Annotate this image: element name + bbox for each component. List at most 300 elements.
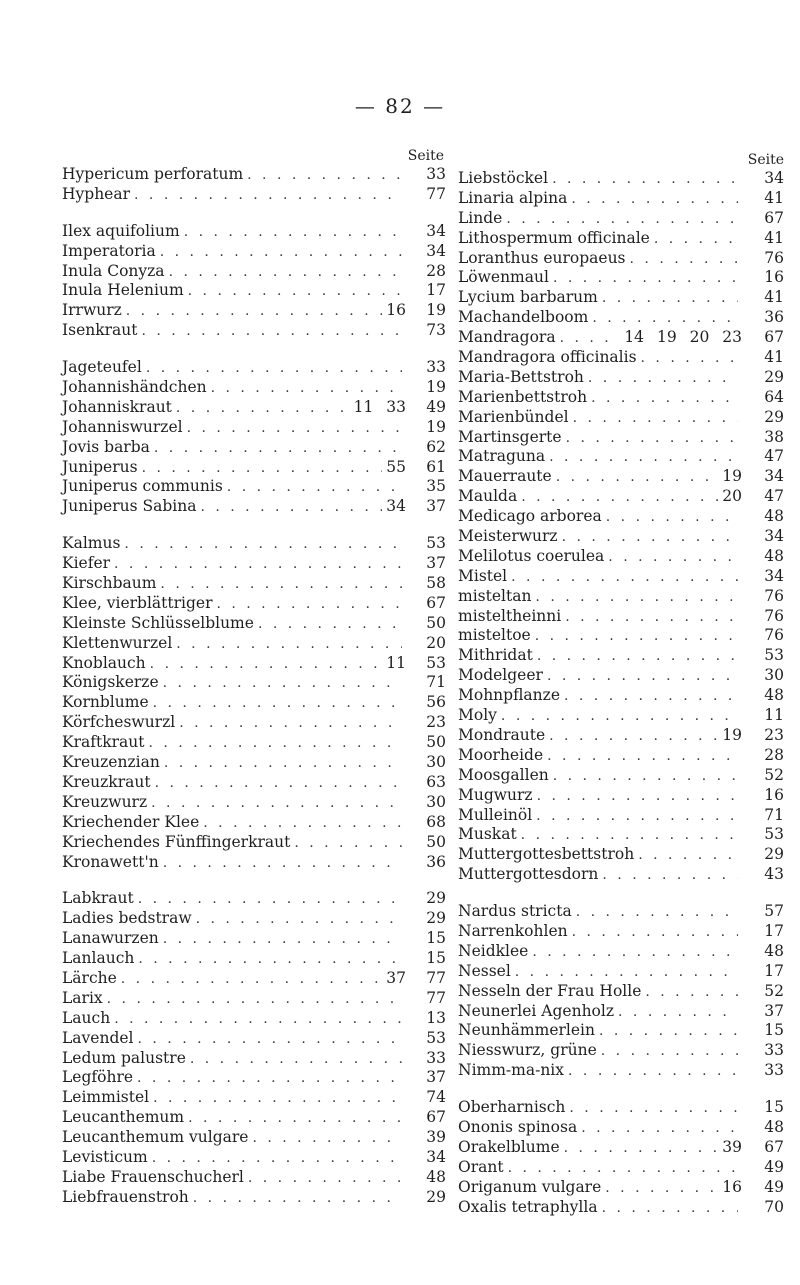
- entry-term: Kreuzkraut: [62, 772, 151, 791]
- dot-leader: [591, 389, 738, 409]
- index-entry: [62, 418, 446, 438]
- dot-leader: [138, 890, 402, 910]
- dot-leader: [252, 1129, 402, 1149]
- entry-page: 19: [426, 378, 446, 397]
- index-entry: [62, 753, 446, 773]
- entry-page: 41: [764, 228, 784, 247]
- entry-term: misteltheinni: [458, 606, 562, 625]
- index-entry: [458, 229, 784, 249]
- entry-page: 56: [426, 693, 446, 712]
- entry-term: Knoblauch: [62, 653, 146, 672]
- index-group: [62, 358, 446, 517]
- dot-leader: [179, 714, 402, 734]
- entry-page: 53: [764, 646, 784, 665]
- entry-term: Körfcheswurzl: [62, 713, 176, 732]
- entry-term: Lycium barbarum: [458, 288, 598, 307]
- entry-term: Labkraut: [62, 889, 134, 908]
- entry-term: Lithospermum officinale: [458, 228, 650, 247]
- dot-leader: [599, 1022, 738, 1042]
- entry-page: 34: [426, 221, 446, 240]
- index-entry: [62, 833, 446, 853]
- index-entry: [458, 487, 784, 507]
- entry-term: Nimm-ma-nix: [458, 1061, 565, 1080]
- entry-term: Oxalis tetraphylla: [458, 1197, 598, 1216]
- entry-extra-pages: 37: [386, 968, 406, 987]
- entry-term: Inula Helenium: [62, 281, 184, 300]
- dot-leader: [148, 734, 402, 754]
- index-list-right: [458, 169, 784, 1217]
- entry-term: Lanlauch: [62, 949, 135, 968]
- entry-term: Löwenmaul: [458, 268, 549, 287]
- entry-page: 53: [426, 1028, 446, 1047]
- entry-page: 16: [764, 785, 784, 804]
- entry-term: Neidklee: [458, 941, 529, 960]
- entry-term: Kreuzwurz: [62, 792, 148, 811]
- entry-page: 76: [764, 626, 784, 645]
- entry-page: 50: [426, 613, 446, 632]
- entry-term: Lärche: [62, 968, 117, 987]
- dot-leader: [552, 170, 738, 190]
- page-number: — 82 —: [354, 94, 446, 118]
- entry-page: 28: [426, 261, 446, 280]
- index-entry: [62, 853, 446, 873]
- entry-term: Marienbettstroh: [458, 387, 588, 406]
- dot-leader: [565, 608, 738, 628]
- entry-term: Moly: [458, 706, 497, 725]
- entry-term: Narrenkohlen: [458, 921, 568, 940]
- entry-page: 41: [764, 288, 784, 307]
- entry-page: 33: [426, 358, 446, 377]
- entry-page: 76: [764, 606, 784, 625]
- index-entry: [458, 1138, 784, 1158]
- dot-leader: [134, 186, 402, 206]
- entry-page: 48: [426, 1167, 446, 1186]
- entry-term: Ilex aquifolium: [62, 221, 180, 240]
- entry-term: Loranthus europaeus: [458, 248, 626, 267]
- index-group: [458, 169, 784, 885]
- entry-term: Orakelblume: [458, 1137, 560, 1156]
- index-entry: [458, 942, 784, 962]
- dot-leader: [258, 615, 402, 635]
- index-entry: [458, 328, 784, 348]
- index-entry: [62, 1068, 446, 1088]
- entry-page: 50: [426, 832, 446, 851]
- dot-leader: [142, 322, 403, 342]
- entry-extra-pages: 11: [386, 653, 406, 672]
- entry-page: 67: [426, 1108, 446, 1127]
- dot-leader: [638, 846, 738, 866]
- entry-page: 28: [764, 745, 784, 764]
- dot-leader: [294, 834, 402, 854]
- dot-leader: [200, 498, 382, 518]
- index-entry: [458, 786, 784, 806]
- entry-term: Larix: [62, 988, 103, 1007]
- dot-leader: [138, 1030, 403, 1050]
- entry-page: 30: [426, 753, 446, 772]
- index-entry: [62, 281, 446, 301]
- entry-term: Niesswurz, grüne: [458, 1041, 597, 1060]
- entry-term: Ladies bedstraw: [62, 909, 192, 928]
- index-entry: [62, 1049, 446, 1069]
- entry-page: 29: [764, 845, 784, 864]
- dot-leader: [556, 468, 719, 488]
- entry-term: Kalmus: [62, 534, 121, 553]
- index-entry: [458, 646, 784, 666]
- entry-page: 76: [764, 248, 784, 267]
- dot-leader: [153, 694, 402, 714]
- dot-leader: [150, 655, 383, 675]
- index-entry: [62, 1108, 446, 1128]
- dot-leader: [569, 1099, 738, 1119]
- dot-leader: [566, 429, 738, 449]
- entry-page: 34: [764, 566, 784, 585]
- dot-leader: [188, 1109, 402, 1129]
- dot-leader: [176, 635, 402, 655]
- entry-page: 30: [764, 666, 784, 685]
- entry-page: 41: [764, 188, 784, 207]
- index-entry: [458, 587, 784, 607]
- dot-leader: [602, 1199, 738, 1219]
- entry-term: Johanniswurzel: [62, 417, 183, 436]
- entry-page: 67: [764, 208, 784, 227]
- dot-leader: [248, 1169, 402, 1189]
- entry-page: 53: [426, 534, 446, 553]
- index-entry: [458, 249, 784, 269]
- dot-leader: [608, 548, 738, 568]
- entry-page: 52: [764, 981, 784, 1000]
- entry-term: Mandragora officinalis: [458, 348, 637, 367]
- entry-term: Königskerze: [62, 673, 159, 692]
- entry-term: Kronawett'n: [62, 852, 159, 871]
- dot-leader: [107, 990, 402, 1010]
- entry-term: Martinsgerte: [458, 427, 562, 446]
- entry-page: 47: [764, 447, 784, 466]
- entry-term: Melilotus coerulea: [458, 546, 605, 565]
- index-entry: [458, 447, 784, 467]
- dot-leader: [121, 970, 382, 990]
- entry-term: Kleinste Schlüsselblume: [62, 613, 254, 632]
- dot-leader: [137, 1069, 402, 1089]
- index-entry: [62, 222, 446, 242]
- index-entry: [458, 607, 784, 627]
- index-entry: [458, 766, 784, 786]
- index-entry: [458, 368, 784, 388]
- index-entry: [458, 567, 784, 587]
- index-entry: [458, 507, 784, 527]
- index-entry: [62, 594, 446, 614]
- entry-term: Origanum vulgare: [458, 1177, 602, 1196]
- index-entry: [62, 693, 446, 713]
- index-entry: [458, 845, 784, 865]
- dot-leader: [562, 528, 738, 548]
- index-entry: [458, 348, 784, 368]
- entry-extra-pages: 39: [722, 1137, 742, 1156]
- index-entry: [62, 358, 446, 378]
- index-entry: [458, 1178, 784, 1198]
- dot-leader: [501, 707, 738, 727]
- entry-page: 34: [764, 527, 784, 546]
- index-entry: [62, 438, 446, 458]
- entry-page: 41: [764, 348, 784, 367]
- entry-term: Imperatoria: [62, 241, 156, 260]
- entry-term: Kriechender Klee: [62, 812, 200, 831]
- index-entry: [458, 865, 784, 885]
- seite-header: Seite: [747, 152, 784, 168]
- entry-term: Hypericum perforatum: [62, 165, 244, 183]
- entry-term: Mulleinöl: [458, 805, 533, 824]
- index-entry: [62, 378, 446, 398]
- entry-page: 48: [764, 686, 784, 705]
- dot-leader: [537, 787, 738, 807]
- index-entry: [458, 408, 784, 428]
- entry-term: Legföhre: [62, 1068, 134, 1087]
- dot-leader: [151, 794, 402, 814]
- index-entry: [458, 1158, 784, 1178]
- index-entry: [62, 929, 446, 949]
- index-entry: [458, 467, 784, 487]
- index-entry: [458, 902, 784, 922]
- dot-leader: [535, 627, 738, 647]
- dot-leader: [169, 263, 402, 283]
- entry-term: Lauch: [62, 1008, 111, 1027]
- entry-page: 77: [426, 184, 446, 203]
- entry-page: 57: [764, 902, 784, 921]
- index-list-left: [62, 165, 446, 1208]
- index-entry: [62, 321, 446, 341]
- entry-term: Marienbündel: [458, 407, 569, 426]
- entry-page: 71: [764, 805, 784, 824]
- dot-leader: [227, 478, 402, 498]
- entry-term: Inula Conyza: [62, 261, 165, 280]
- entry-term: Nardus stricta: [458, 902, 572, 921]
- entry-extra-pages: 19: [722, 467, 742, 486]
- entry-page: 53: [764, 825, 784, 844]
- entry-page: 15: [764, 1021, 784, 1040]
- entry-term: Irrwurz: [62, 301, 122, 320]
- entry-page: 76: [764, 586, 784, 605]
- dot-leader: [160, 243, 402, 263]
- entry-term: Kornblume: [62, 693, 149, 712]
- entry-page: 49: [764, 1177, 784, 1196]
- index-entry: [62, 773, 446, 793]
- index-entry: [62, 733, 446, 753]
- entry-page: 15: [426, 949, 446, 968]
- entry-page: 61: [426, 457, 446, 476]
- index-entry: [458, 626, 784, 646]
- entry-page: 17: [426, 281, 446, 300]
- index-entry: [62, 1148, 446, 1168]
- entry-page: 29: [764, 407, 784, 426]
- entry-term: Muttergottesbettstroh: [458, 845, 635, 864]
- entry-page: 67: [764, 1137, 784, 1156]
- index-entry: [458, 922, 784, 942]
- index-entry: [458, 428, 784, 448]
- entry-term: misteltoe: [458, 626, 531, 645]
- entry-term: Maulda: [458, 487, 518, 506]
- entry-term: Mugwurz: [458, 785, 533, 804]
- entry-term: Linaria alpina: [458, 188, 568, 207]
- index-entry: [62, 534, 446, 554]
- entry-term: Isenkraut: [62, 321, 138, 340]
- entry-page: 68: [426, 812, 446, 831]
- entry-term: Johannishändchen: [62, 378, 207, 397]
- entry-term: Mithridat: [458, 646, 533, 665]
- dot-leader: [547, 747, 738, 767]
- index-entry: [458, 1098, 784, 1118]
- entry-page: 33: [764, 1061, 784, 1080]
- dot-leader: [521, 826, 738, 846]
- entry-term: Nesseln der Frau Holle: [458, 981, 642, 1000]
- entry-term: Muttergottesdorn: [458, 865, 599, 884]
- dot-leader: [163, 854, 402, 874]
- entry-term: Maria-Bettstroh: [458, 367, 584, 386]
- entry-page: 48: [764, 941, 784, 960]
- entry-page: 73: [426, 321, 446, 340]
- entry-page: 37: [426, 554, 446, 573]
- index-entry: [62, 909, 446, 929]
- index-group: [62, 222, 446, 341]
- dot-leader: [588, 369, 738, 389]
- index-entry: [458, 288, 784, 308]
- entry-term: Mandragora: [458, 328, 556, 347]
- entry-page: 29: [764, 367, 784, 386]
- index-entry: [458, 268, 784, 288]
- index-entry: [62, 1009, 446, 1029]
- dot-leader: [114, 1010, 402, 1030]
- seite-header: Seite: [407, 148, 444, 164]
- dot-leader: [641, 349, 738, 369]
- index-entry: [458, 706, 784, 726]
- dot-leader: [532, 943, 738, 963]
- entry-term: Leucanthemum vulgare: [62, 1128, 249, 1147]
- index-entry: [62, 1168, 446, 1188]
- dot-leader: [536, 807, 738, 827]
- index-entry: [62, 185, 446, 205]
- entry-page: 33: [764, 1041, 784, 1060]
- dot-leader: [138, 950, 402, 970]
- entry-extra-pages: 34: [386, 497, 406, 516]
- dot-leader: [573, 409, 738, 429]
- index-column-right: [458, 147, 784, 1234]
- entry-page: 19: [426, 301, 446, 320]
- entry-term: Mistel: [458, 566, 508, 585]
- entry-page: 20: [426, 633, 446, 652]
- index-entry: [62, 262, 446, 282]
- dot-leader: [515, 963, 738, 983]
- entry-term: Kirschbaum: [62, 574, 157, 593]
- dot-leader: [592, 309, 738, 329]
- dot-leader: [645, 983, 738, 1003]
- entry-page: 35: [426, 477, 446, 496]
- dot-leader: [602, 866, 738, 886]
- entry-term: Kraftkraut: [62, 733, 145, 752]
- dot-leader: [142, 459, 383, 479]
- dot-leader: [184, 223, 402, 243]
- dot-leader: [549, 448, 738, 468]
- entry-term: Nessel: [458, 961, 511, 980]
- dot-leader: [176, 399, 350, 419]
- entry-page: 74: [426, 1088, 446, 1107]
- dot-leader: [605, 1179, 718, 1199]
- index-group: [458, 902, 784, 1081]
- entry-page: 58: [426, 574, 446, 593]
- entry-term: Oberharnisch: [458, 1098, 566, 1117]
- entry-page: 64: [764, 387, 784, 406]
- index-entry: [62, 969, 446, 989]
- entry-term: Modelgeer: [458, 666, 543, 685]
- dot-leader: [196, 910, 402, 930]
- entry-page: 63: [426, 772, 446, 791]
- entry-page: 34: [764, 169, 784, 187]
- index-group: [62, 534, 446, 872]
- entry-extra-pages: 11 33: [353, 397, 406, 416]
- entry-term: Leimmistel: [62, 1088, 150, 1107]
- entry-term: Linde: [458, 208, 503, 227]
- entry-page: 29: [426, 1187, 446, 1206]
- index-entry: [62, 713, 446, 733]
- entry-extra-pages: 16: [386, 301, 406, 320]
- entry-term: Klee, vierblättriger: [62, 593, 213, 612]
- dot-leader: [126, 302, 382, 322]
- entry-term: Moosgallen: [458, 765, 549, 784]
- entry-extra-pages: 19: [722, 725, 742, 744]
- dot-leader: [164, 754, 402, 774]
- entry-page: 17: [764, 961, 784, 980]
- entry-page: 39: [426, 1128, 446, 1147]
- dot-leader: [553, 269, 738, 289]
- dot-leader: [146, 359, 402, 379]
- index-entry: [62, 165, 446, 185]
- entry-term: Moorheide: [458, 745, 544, 764]
- entry-term: Ononis spinosa: [458, 1117, 578, 1136]
- entry-term: Jovis barba: [62, 437, 150, 456]
- index-entry: [62, 949, 446, 969]
- index-group: [62, 889, 446, 1207]
- entry-extra-pages: 16: [722, 1177, 742, 1196]
- index-entry: [458, 209, 784, 229]
- index-entry: [458, 308, 784, 328]
- index-entry: [62, 889, 446, 909]
- index-entry: [458, 666, 784, 686]
- index-entry: [62, 634, 446, 654]
- entry-page: 47: [764, 487, 784, 506]
- entry-page: 48: [764, 546, 784, 565]
- entry-page: 37: [426, 1068, 446, 1087]
- entry-term: Juniperus: [62, 457, 138, 476]
- entry-extra-pages: 55: [386, 457, 406, 476]
- entry-page: 29: [426, 889, 446, 908]
- index-entry: [62, 497, 446, 517]
- index-entry: [62, 1128, 446, 1148]
- entry-term: Muskat: [458, 825, 517, 844]
- entry-term: Liebstöckel: [458, 169, 549, 187]
- dot-leader: [547, 667, 738, 687]
- entry-page: 30: [426, 792, 446, 811]
- entry-page: 70: [764, 1197, 784, 1216]
- dot-leader: [506, 210, 738, 230]
- entry-page: 67: [426, 593, 446, 612]
- entry-page: 48: [764, 507, 784, 526]
- entry-term: Juniperus communis: [62, 477, 223, 496]
- dot-leader: [508, 1159, 738, 1179]
- index-entry: [458, 962, 784, 982]
- entry-term: Mohnpflanze: [458, 686, 560, 705]
- entry-term: Medicago arborea: [458, 507, 602, 526]
- dot-leader: [537, 647, 738, 667]
- entry-term: Kreuzenzian: [62, 753, 160, 772]
- dot-leader: [188, 282, 402, 302]
- entry-page: 62: [426, 437, 446, 456]
